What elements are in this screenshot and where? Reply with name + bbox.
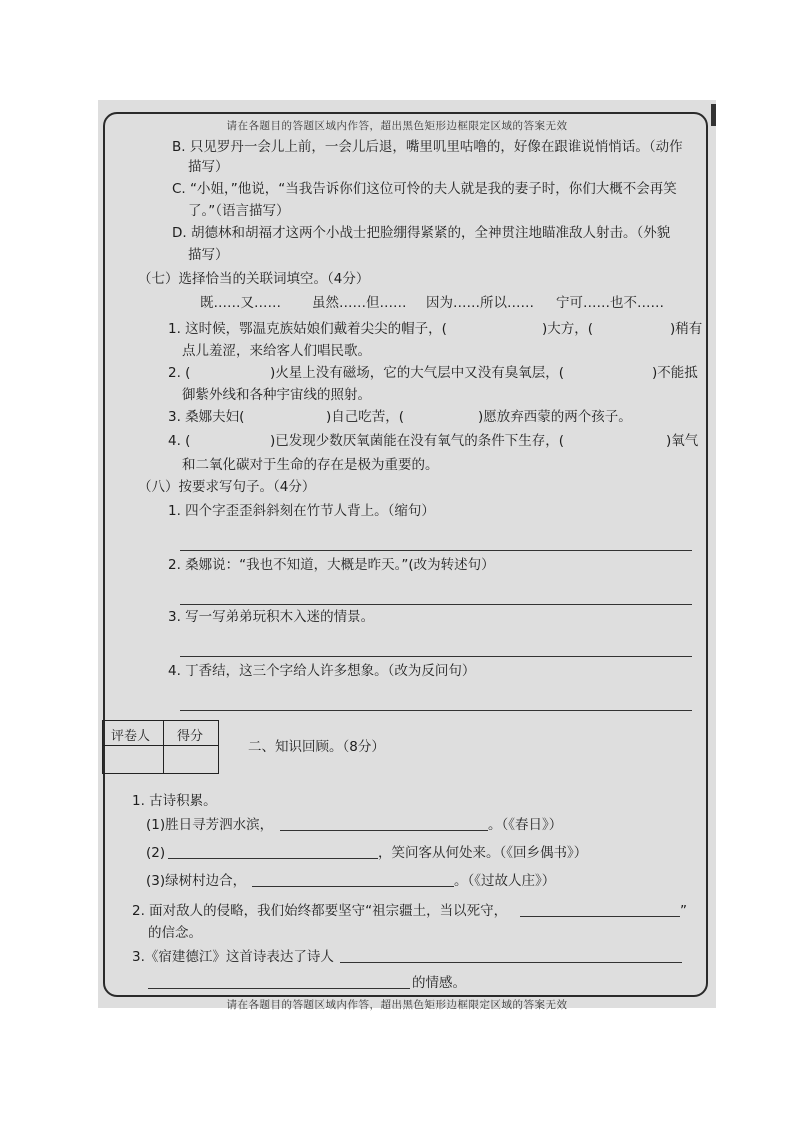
- score-box: [102, 720, 219, 774]
- reviewer-field[interactable]: [106, 748, 160, 770]
- option-b-line1: B. 只见罗丹一会儿上前，一会儿后退，嘴里叽里咕噜的，好像在跟谁说悄悄话。（动作: [172, 139, 683, 155]
- option-d-line1: D. 胡德林和胡福才这两个小战士把脸绷得紧紧的，全神贯注地瞄准敌人射击。（外貌: [172, 225, 671, 241]
- part2-q3-text: 3.《宿建德江》这首诗表达了诗人: [132, 949, 334, 965]
- score-label: 得分: [177, 729, 204, 744]
- s8-q2: 2. 桑娜说：“我也不知道，大概是昨天。”(改为转述句）: [168, 557, 495, 573]
- poem3-source: 。（《过故人庄》）: [454, 873, 556, 889]
- part2-q2-text: 2. 面对敌人的侵略，我们始终都要坚守“祖宗疆土，当以死守，: [132, 903, 508, 919]
- conjunction-option-1: 既……又……: [200, 295, 281, 311]
- option-b-line2: 描写）: [188, 159, 229, 175]
- s7-q3-part-c: )愿放弃西蒙的两个孩子。: [478, 409, 632, 425]
- poem1-answer-line[interactable]: [280, 830, 488, 831]
- poem3-prompt: (3)绿树村边合，: [146, 873, 247, 889]
- s7-q4-part-b: )已发现少数厌氧菌能在没有氧气的条件下生存，(: [270, 433, 565, 449]
- section8-title: （八）按要求写句子。（4分）: [138, 479, 316, 495]
- s8-q4-answer-line[interactable]: [180, 710, 692, 711]
- score-box-divider: [163, 721, 164, 773]
- s7-q4-part-d: 和二氧化碳对于生命的存在是极为重要的。: [182, 457, 439, 473]
- part2-q2-answer-line[interactable]: [520, 916, 680, 917]
- poem1-prompt: (1)胜日寻芳泗水滨，: [146, 817, 274, 833]
- conjunction-option-3: 因为……所以……: [426, 295, 534, 311]
- reviewer-label: 评卷人: [111, 729, 151, 744]
- part2-q3-answer-line-2[interactable]: [148, 988, 410, 989]
- s8-q2-answer-line[interactable]: [180, 604, 692, 605]
- part2-q3-answer-line-1[interactable]: [340, 962, 682, 963]
- s7-q4-part-c: )氧气: [666, 433, 699, 449]
- s8-q4: 4. 丁香结，这三个字给人许多想象。（改为反问句）: [168, 663, 476, 679]
- conjunction-option-4: 宁可……也不……: [556, 295, 664, 311]
- part2-title: 二、知识回顾。（8分）: [248, 739, 385, 755]
- s7-q3-part-b: )自己吃苦，(: [326, 409, 405, 425]
- option-c-line1: C. “小姐，”他说，“当我告诉你们这位可怜的夫人就是我的妻子时，你们大概不会再笑: [172, 181, 677, 197]
- header-note: 请在各题目的答题区域内作答，超出黑色矩形边框限定区域的答案无效: [226, 120, 568, 132]
- answer-frame: [103, 112, 708, 997]
- score-box-rule: [103, 745, 218, 746]
- part2-q2-tail: 的信念。: [148, 925, 202, 941]
- s8-q3-answer-line[interactable]: [180, 656, 692, 657]
- s7-q3-part-a: 3. 桑娜夫妇(: [168, 409, 245, 425]
- option-c-line2: 了。”（语言描写）: [188, 203, 290, 219]
- s7-q1-part-b: )大方，(: [542, 321, 594, 337]
- part2-q3-tail: 的情感。: [412, 975, 466, 991]
- s7-q2-part-a: 2. (: [168, 365, 191, 381]
- s7-q1-part-a: 1. 这时候，鄂温克族姑娘们戴着尖尖的帽子，(: [168, 321, 447, 337]
- section7-title: （七）选择恰当的关联词填空。（4分）: [138, 271, 370, 287]
- option-d-line2: 描写）: [188, 247, 229, 263]
- part2-q1: 1. 古诗积累。: [132, 793, 217, 809]
- poem2-prompt: (2): [146, 845, 166, 861]
- s7-q2-part-d: 御紫外线和各种宇宙线的照射。: [182, 387, 371, 403]
- s7-q1-part-c: )稍有: [670, 321, 703, 337]
- conjunction-option-2: 虽然……但……: [312, 295, 407, 311]
- part2-q2-quote-end: ”: [680, 903, 687, 919]
- poem1-source: 。（《春日》）: [488, 817, 563, 833]
- s7-q4-part-a: 4. (: [168, 433, 191, 449]
- poem3-answer-line[interactable]: [252, 886, 454, 887]
- s7-q1-part-d: 点儿羞涩，来给客人们唱民歌。: [182, 343, 371, 359]
- score-field[interactable]: [166, 748, 216, 770]
- s7-q2-part-c: )不能抵: [652, 365, 698, 381]
- poem2-source: ，笑问客从何处来。（《回乡偶书》）: [378, 845, 588, 861]
- footer-note: 请在各题目的答题区域内作答，超出黑色矩形边框限定区域的答案无效: [226, 999, 568, 1011]
- s8-q1: 1. 四个字歪歪斜斜刻在竹节人背上。（缩句）: [168, 503, 435, 519]
- poem2-answer-line[interactable]: [168, 858, 378, 859]
- s8-q3: 3. 写一写弟弟玩积木入迷的情景。: [168, 609, 375, 625]
- s8-q1-answer-line[interactable]: [180, 550, 692, 551]
- s7-q2-part-b: )火星上没有磁场，它的大气层中又没有臭氧层，(: [270, 365, 565, 381]
